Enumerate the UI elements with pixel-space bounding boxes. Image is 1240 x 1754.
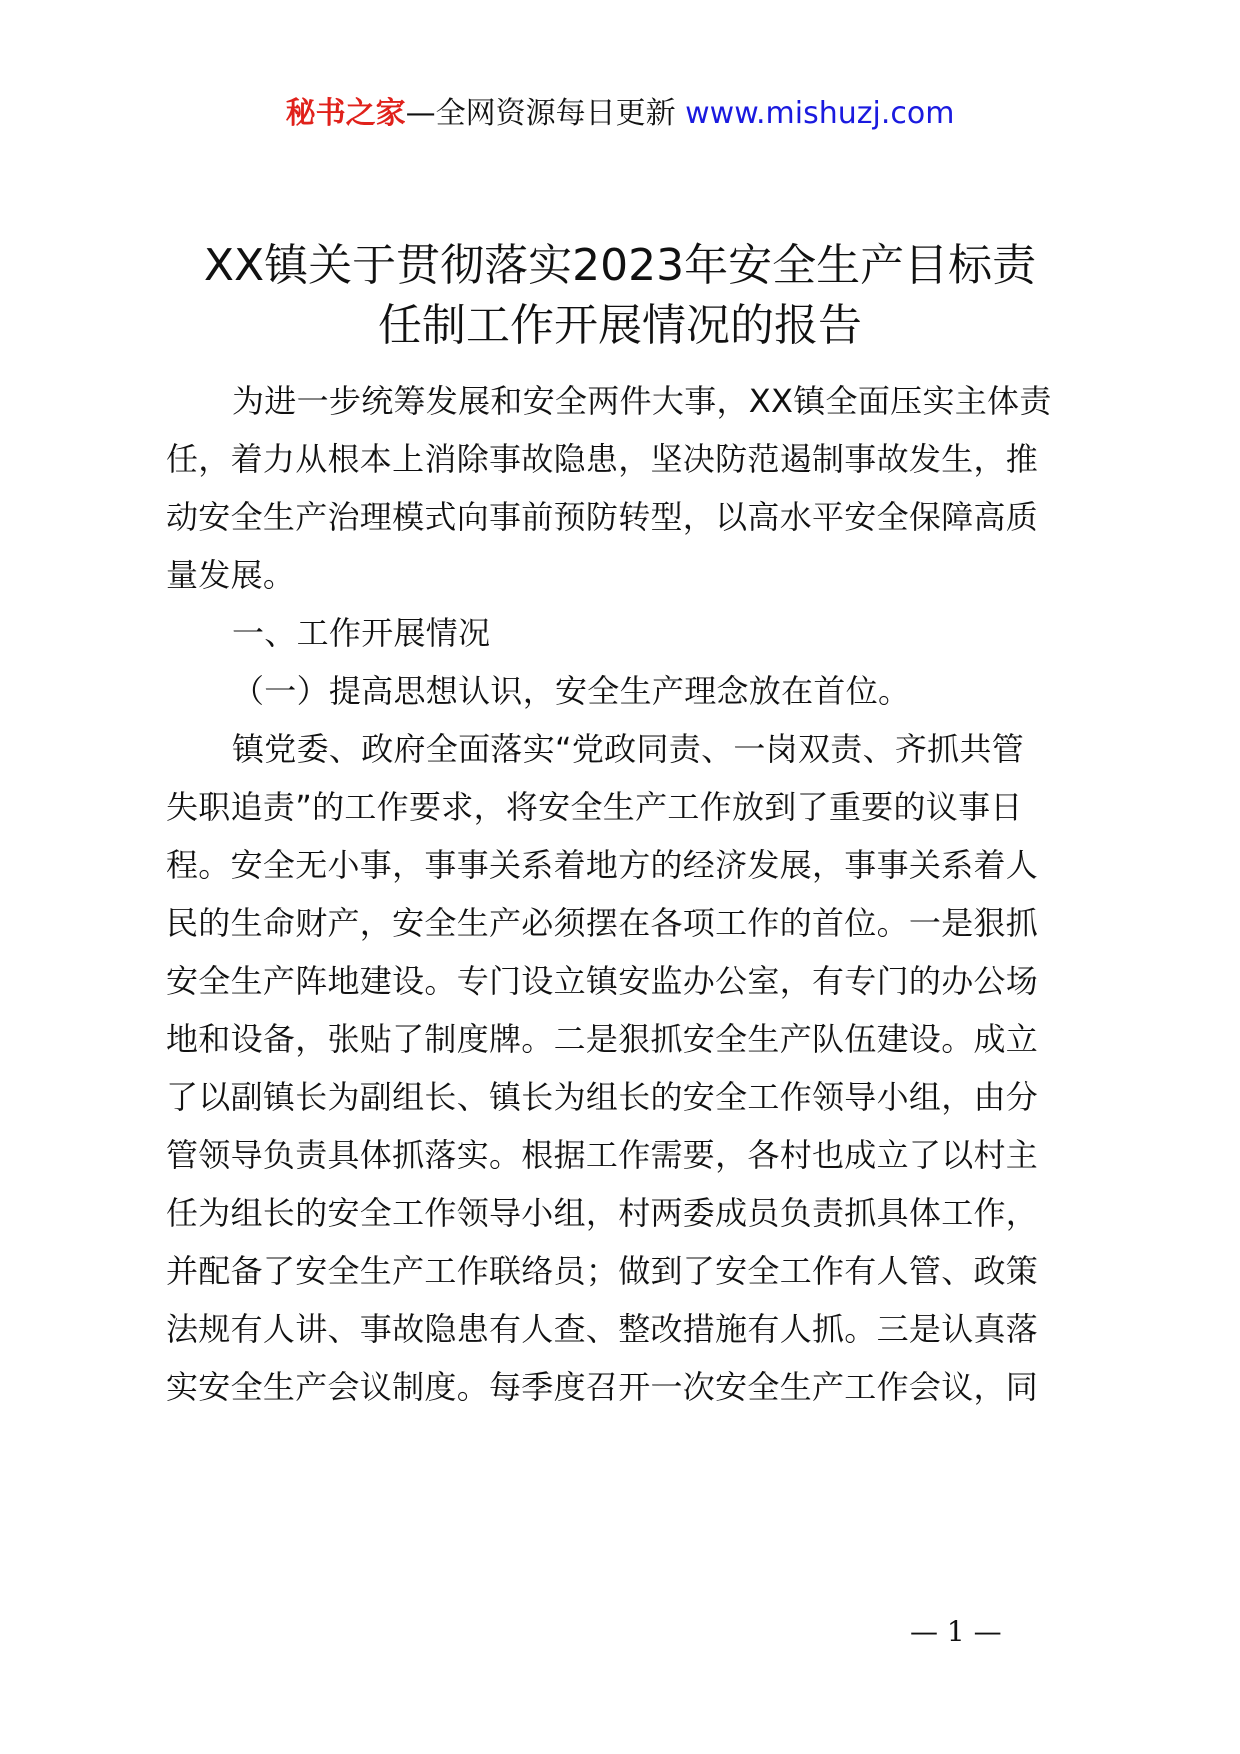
body-line: 法规有人讲、事故隐患有人查、整改措施有人抓。三是认真落 (166, 1310, 1039, 1348)
body-line: 实安全生产会议制度。每季度召开一次安全生产工作会议，同 (166, 1368, 1039, 1406)
intro-line: 量发展。 (166, 556, 296, 594)
body-line: 失职追责”的工作要求，将安全生产工作放到了重要的议事日 (166, 788, 1023, 826)
title-line-1: XX镇关于贯彻落实2023年安全生产目标责 (203, 240, 1037, 291)
body-line: 安全生产阵地建设。专门设立镇安监办公室，有专门的办公场 (166, 962, 1039, 1000)
body-line: 镇党委、政府全面落实“党政同责、一岗双责、齐抓共管 (232, 730, 1025, 768)
section-heading: 一、工作开展情况 (232, 614, 491, 652)
body-line: 任为组长的安全工作领导小组，村两委成员负责抓具体工作， (166, 1194, 1039, 1232)
body-line: 地和设备，张贴了制度牌。二是狠抓安全生产队伍建设。成立 (166, 1020, 1039, 1058)
intro-line: 为进一步统筹发展和安全两件大事，XX镇全面压实主体责 (232, 382, 1052, 420)
brand-name: 秘书之家 (285, 96, 406, 131)
body-line: 程。安全无小事，事事关系着地方的经济发展，事事关系着人 (166, 846, 1039, 884)
body-line: 了以副镇长为副组长、镇长为组长的安全工作领导小组，由分 (166, 1078, 1039, 1116)
page-number: — 1 — (910, 1615, 1002, 1648)
document-body (166, 372, 1090, 1416)
body-line: 民的生命财产，安全生产必须摆在各项工作的首位。一是狠抓 (166, 904, 1039, 942)
subsection-heading: （一）提高思想认识，安全生产理念放在首位。 (232, 672, 911, 710)
site-header (0, 94, 1240, 134)
site-url[interactable]: www.mishuzj.com (685, 96, 955, 131)
header-tagline: —全网资源每日更新 (405, 96, 676, 131)
intro-line: 任，着力从根本上消除事故隐患，坚决防范遏制事故发生，推 (166, 440, 1039, 478)
intro-line: 动安全生产治理模式向事前预防转型，以高水平安全保障高质 (166, 498, 1039, 536)
title-line-2: 任制工作开展情况的报告 (378, 300, 862, 351)
body-line: 管领导负责具体抓落实。根据工作需要，各村也成立了以村主 (166, 1136, 1039, 1174)
body-line: 并配备了安全生产工作联络员；做到了安全工作有人管、政策 (166, 1252, 1039, 1290)
document-title (140, 236, 1100, 356)
